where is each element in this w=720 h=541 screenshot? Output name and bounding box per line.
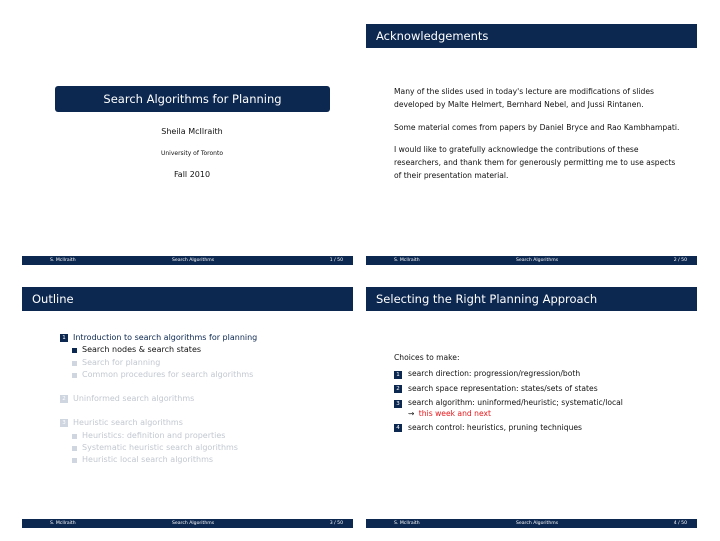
choice-item	[394, 382, 684, 397]
outline-section[interactable]	[60, 417, 350, 429]
footer-author: S. McIlraith	[394, 521, 420, 526]
subsection-label: Systematic heuristic search algorithms	[82, 443, 238, 453]
section-label: Uninformed search algorithms	[73, 394, 195, 404]
footer-author: S. McIlraith	[50, 521, 76, 526]
outline-subsection[interactable]	[60, 442, 350, 454]
paragraph: Many of the slides used in today's lecture are modifications of slides developed by Malte Helmert, Bernhard Nebel, and Jussi Rintanen.	[394, 87, 654, 110]
square-bullet-icon	[72, 446, 77, 451]
section-number: 2	[60, 395, 68, 403]
footer-title: Search Algorithms	[172, 258, 215, 263]
intro-text: Choices to make:	[394, 353, 460, 362]
date: Fall 2010	[173, 170, 211, 179]
item-number: 2	[394, 385, 402, 393]
square-bullet-icon	[72, 348, 77, 353]
slide-footer	[22, 519, 353, 528]
slide-body	[394, 85, 684, 192]
slide-title: Outline	[22, 287, 353, 311]
square-bullet-icon	[72, 361, 77, 366]
outline-list	[60, 332, 350, 467]
squiggle-arrow-icon: ⇝	[408, 408, 415, 418]
institution: University of Toronto	[160, 150, 223, 157]
section-number: 1	[60, 334, 68, 342]
slide-footer	[22, 256, 353, 265]
outline-subsection[interactable]	[60, 344, 350, 356]
choice-item	[394, 367, 684, 382]
footer-author: S. McIlraith	[50, 258, 76, 263]
subsection-label: Search nodes & search states	[82, 345, 202, 355]
outline-subsection[interactable]	[60, 357, 350, 369]
paragraph: Some material comes from papers by Daniel Bryce and Rao Kambhampati.	[394, 122, 680, 132]
outline-section[interactable]	[60, 393, 350, 405]
section-label: Introduction to search algorithms for planning	[73, 333, 258, 342]
author-name: Sheila McIlraith	[161, 127, 223, 136]
subsection-label: Common procedures for search algorithms	[82, 369, 254, 379]
subsection-label: Search for planning	[82, 357, 161, 367]
item-text: search algorithm: uninformed/heuristic; systematic/local	[408, 398, 623, 407]
slide-title: Selecting the Right Planning Approach	[366, 287, 697, 311]
slide-footer	[366, 256, 697, 265]
outline-section[interactable]	[60, 332, 350, 344]
footer-page: 2 / 50	[673, 258, 687, 263]
footer-page: 1 / 50	[329, 258, 343, 263]
subsection-label: Heuristics: definition and properties	[82, 430, 226, 440]
footer-page: 3 / 50	[329, 521, 343, 526]
square-bullet-icon	[72, 434, 77, 439]
choice-item	[394, 421, 684, 436]
item-text: search direction: progression/regression/both	[408, 369, 581, 378]
item-number: 3	[394, 400, 402, 408]
slide-4-selecting-approach	[366, 277, 697, 528]
item-number: 4	[394, 424, 402, 432]
footer-title: Search Algorithms	[516, 258, 559, 263]
item-text: search space representation: states/sets of states	[408, 383, 598, 393]
paragraph: I would like to gratefully acknowledge the contributions of these researchers, and thank them for generously permitting me to use aspects of their presentation material.	[394, 144, 676, 181]
section-number: 3	[60, 419, 68, 427]
footer-page: 4 / 50	[673, 521, 687, 526]
square-bullet-icon	[72, 373, 77, 378]
subsection-label: Heuristic local search algorithms	[82, 455, 214, 465]
item-text: search control: heuristics, pruning techniques	[408, 422, 583, 432]
slide-body	[394, 353, 684, 435]
slide-title: Acknowledgements	[366, 24, 697, 48]
footer-title: Search Algorithms	[172, 521, 215, 526]
presentation-title: Search Algorithms for Planning	[55, 86, 330, 112]
outline-subsection[interactable]	[60, 369, 350, 381]
section-label: Heuristic search algorithms	[73, 418, 183, 428]
item-number: 1	[394, 371, 402, 379]
slide-1-title	[22, 14, 353, 265]
note-text: this week and next	[418, 408, 491, 418]
outline-subsection[interactable]	[60, 454, 350, 466]
slide-2-acknowledgements	[366, 14, 697, 265]
footer-author: S. McIlraith	[394, 258, 420, 263]
slide-footer	[366, 519, 697, 528]
choice-item	[394, 396, 684, 411]
square-bullet-icon	[72, 458, 77, 463]
slide-3-outline	[22, 277, 353, 528]
outline-subsection[interactable]	[60, 430, 350, 442]
footer-title: Search Algorithms	[516, 521, 559, 526]
